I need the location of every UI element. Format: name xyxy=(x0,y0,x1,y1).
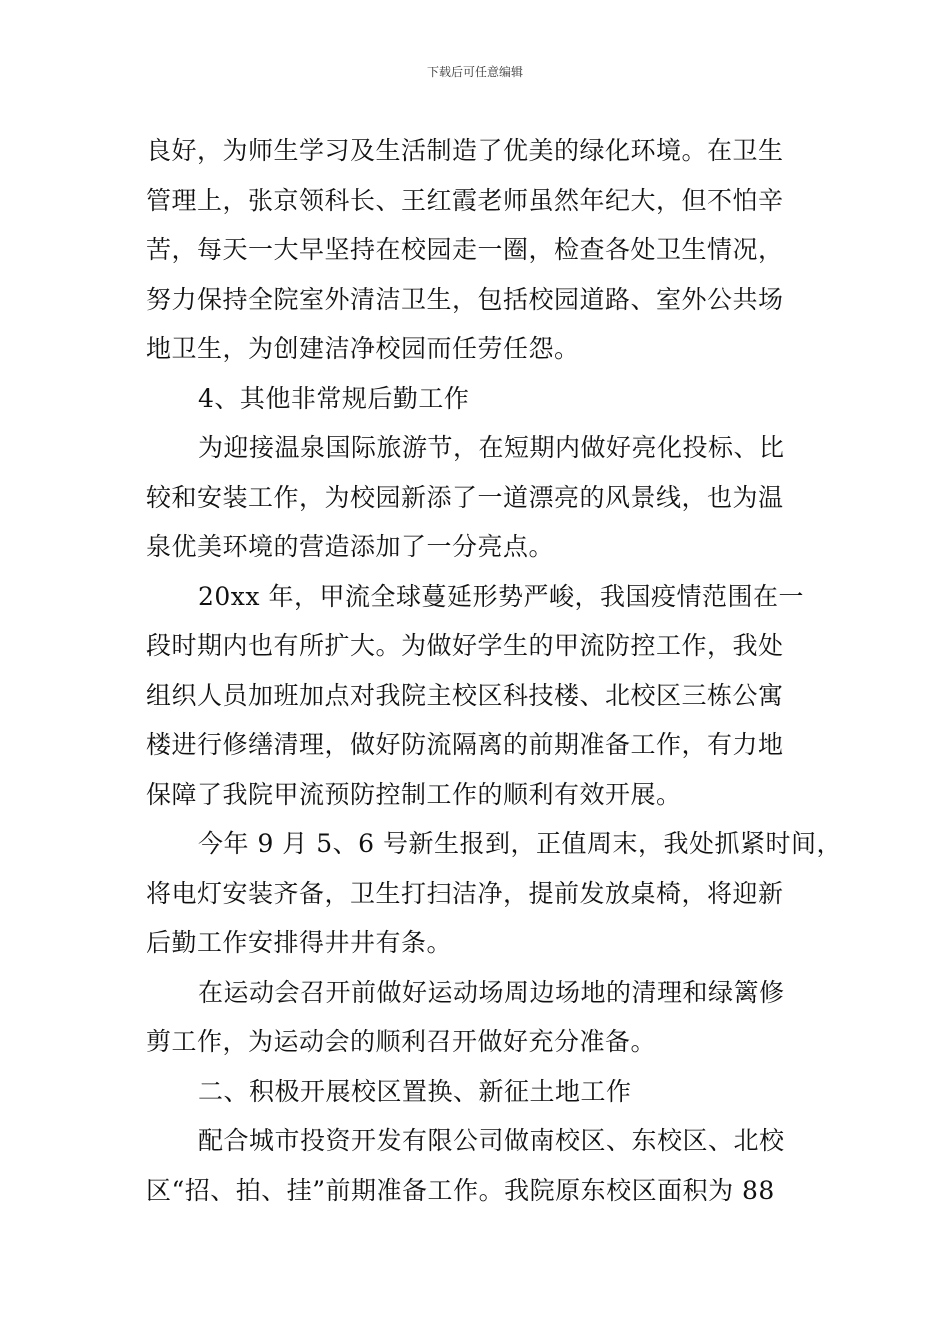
text-line: 段时期内也有所扩大。为做好学生的甲流防控工作，我处 xyxy=(146,631,784,660)
text-line: 泉优美环境的营造添加了一分亮点。 xyxy=(146,532,555,561)
text-line: 在运动会召开前做好运动场周边场地的清理和绿篱修 xyxy=(198,977,785,1007)
document-body xyxy=(146,126,843,1215)
text-line: 配合城市投资开发有限公司做南校区、东校区、北校 xyxy=(198,1126,785,1155)
text-line: 今年 9 月 5、6 号新生报到，正值周末，我处抓紧时间， xyxy=(198,829,843,858)
text-line: 苦，每天一大早坚持在校园走一圈，检查各处卫生情况， xyxy=(146,235,784,264)
text-line: 二、积极开展校区置换、新征土地工作 xyxy=(198,1076,632,1106)
text-line: 管理上，张京领科长、王红霞老师虽然年纪大，但不怕辛 xyxy=(146,185,784,215)
text-line: 地卫生，为创建洁净校园而任劳任怨。 xyxy=(146,334,580,363)
text-line: 剪工作，为运动会的顺利召开做好充分准备。 xyxy=(146,1027,657,1056)
text-line: 区“招、拍、挂”前期准备工作。我院原东校区面积为 88 xyxy=(146,1175,775,1205)
text-line: 后勤工作安排得井井有条。 xyxy=(146,928,453,957)
text-line: 20xx 年，甲流全球蔓延形势严峻，我国疫情范围在一 xyxy=(198,581,804,611)
text-line: 为迎接温泉国际旅游节，在短期内做好亮化投标、比 xyxy=(198,433,785,462)
text-line: 较和安装工作，为校园新添了一道漂亮的风景线，也为温 xyxy=(146,482,784,512)
text-line: 良好，为师生学习及生活制造了优美的绿化环境。在卫生 xyxy=(146,136,784,165)
text-line: 4、其他非常规后勤工作 xyxy=(198,383,470,413)
text-line: 保障了我院甲流预防控制工作的顺利有效开展。 xyxy=(146,779,682,809)
page-header: 下载后可任意编辑 xyxy=(426,65,523,79)
text-line: 努力保持全院室外清洁卫生，包括校园道路、室外公共场 xyxy=(146,284,784,314)
text-line: 楼进行修缮清理，做好防流隔离的前期准备工作，有力地 xyxy=(146,730,784,759)
text-line: 将电灯安装齐备，卫生打扫洁净，提前发放桌椅，将迎新 xyxy=(146,878,784,908)
text-line: 组织人员加班加点对我院主校区科技楼、北校区三栋公寓 xyxy=(146,680,784,710)
